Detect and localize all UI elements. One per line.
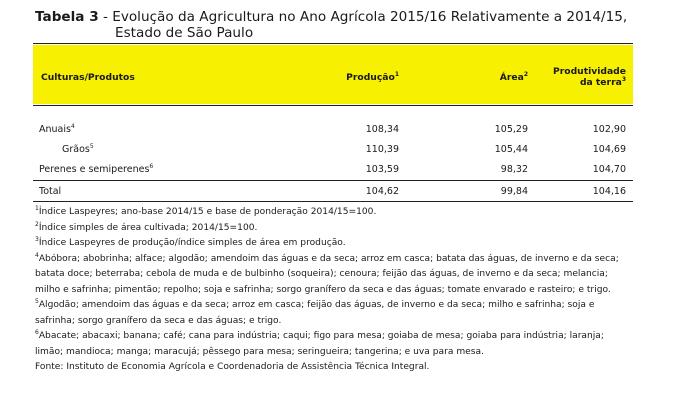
header-bottom-rule [33,105,633,106]
row-area: 98,32 [500,164,528,175]
title-dash: - [98,9,113,25]
header-produtividade: Produtividade da terra$^3$ [553,66,626,88]
title-line-2: Estado de São Paulo [115,25,254,41]
footnote: $^1$Índice Laspeyres; ano-base 2014/15 e base de ponderação 2014/15=100. [35,204,377,217]
total-area: 99,84 [500,186,528,197]
table-bottom-rule [33,201,633,202]
table-row [33,162,633,177]
total-top-rule [33,180,633,181]
header-producao: Produção$^1$ [346,70,399,83]
row-area: 105,29 [494,124,528,135]
row-produtividade: 104,70 [592,164,626,175]
header-area: Área$^2$ [499,70,528,83]
total-label: Total [39,186,62,197]
row-name: Anuais$^4$ [39,122,75,135]
row-name: Perenes e semiperenes$^6$ [39,162,154,175]
top-rule [33,43,633,44]
row-produtividade: 102,90 [592,124,626,135]
title-line-1: Evolução da Agricultura no Ano Agrícola 2015/16 Relativamente a 2014/15, [112,9,628,25]
footnote: $^4$Abóbora; abobrinha; alface; algodão; amendoim das águas e da seca; arroz em casca; batata das águas, de inverno e da seca; batata doce; beterraba; cebola de muda e de bulbinho (soqueira); cenoura; feijão das águas, de inverno e da seca; melancia; milho e safrinha; pimentão; repolho; soja e safrinha; sorgo granífero da seca e das águas; tomate envarado e rasteiro; e trigo. [35,251,619,295]
table-row [33,122,633,137]
row-area: 105,44 [494,144,528,155]
total-produtividade: 104,16 [592,186,626,197]
total-row [33,184,633,199]
total-producao: 104,62 [365,186,399,197]
footnotes [35,205,631,376]
table-title [35,9,675,41]
table-row [33,142,633,157]
table-label: Tabela 3 [35,9,99,25]
row-producao: 108,34 [365,124,399,135]
row-producao: 103,59 [365,164,399,175]
footnote: $^2$Índice simples de área cultivada; 2014/15=100. [35,220,258,233]
row-name: Grãos$^5$ [62,142,94,155]
footnote: $^3$Índice Laspeyres de produção/índice simples de área em produção. [35,235,346,248]
header-culturas: Culturas/Produtos [41,72,135,83]
row-produtividade: 104,69 [592,144,626,155]
table-header [33,45,633,104]
footnote: $^5$Algodão; amendoim das águas e da seca; arroz em casca; feijão das águas, de inverno e da seca; milho e safrinha; soja e safrinha; sorgo granífero da seca e das águas; e trigo. [35,297,595,326]
footnote: $^6$Abacate; abacaxi; banana; café; cana para indústria; caqui; figo para mesa; goiaba de mesa; goiaba para indústria; laranja; limão; mandioca; manga; maracujá; pêssego para mesa; seringueira; tangerina; e uva para mesa. [35,328,604,357]
source-note: Fonte: Instituto de Economia Agrícola e Coordenadoria de Assistência Técnica Integral. [35,362,430,372]
row-producao: 110,39 [365,144,399,155]
